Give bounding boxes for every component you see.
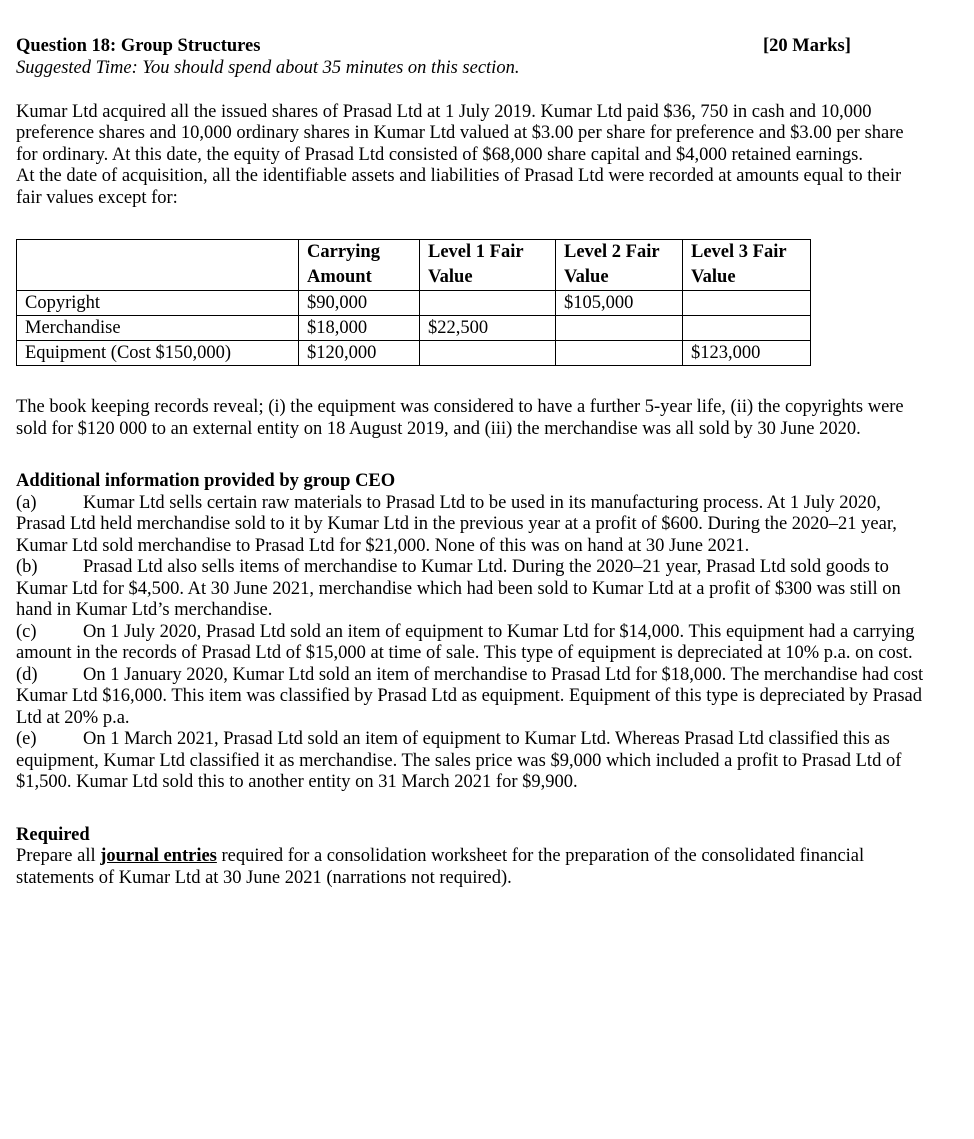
item-text: Kumar Ltd sells certain raw materials to Prasad Ltd to be used in its manufacturing process. At 1 July 2020, Prasad Ltd held merchandise sold to it by Kumar Ltd in the previous year at a profit of $600. During the 2020–21 year, Kumar Ltd sold merchandise to Prasad Ltd for $21,000. None of this was on hand at 30 June 2021. (16, 492, 897, 556)
table-cell: Copyright (17, 291, 299, 316)
required-text-end: required for a consolidation worksheet for the preparation of the consolidated financial statements of Kumar Ltd at 30 June 2021 (narrations not required). (16, 846, 865, 888)
intro-paragraph-fair-values: At the date of acquisition, all the identifiable assets and liabilities of Prasad Ltd were recorded at amounts equal to their fair values except for: (16, 166, 902, 208)
additional-item (16, 665, 926, 730)
table-cell (683, 291, 811, 316)
table-cell (556, 341, 683, 366)
table-header-cell: Carrying Amount (299, 240, 420, 291)
table-cell (420, 291, 556, 316)
suggested-time: Suggested Time: You should spend about 35 minutes on this section. (16, 58, 520, 78)
item-label: (c) (16, 621, 37, 642)
item-text: On 1 January 2020, Kumar Ltd sold an item of merchandise to Prasad Ltd for $18,000. The merchandise had cost Kumar Ltd $16,000. This item was classified by Prasad Ltd as equipment. Equipment of this type is depreciated by Prasad Ltd at 20% p.a. (16, 664, 924, 728)
fair-value-table (16, 239, 811, 366)
item-text: On 1 March 2021, Prasad Ltd sold an item of equipment to Kumar Ltd. Whereas Prasad Ltd classified this as equipment, Kumar Ltd classified it as merchandise. The sales price was $9,000 which included a profit to Prasad Ltd of $1,500. Kumar Ltd sold this to another entity on 31 March 2021 for $9,900. (16, 729, 902, 792)
item-label: (d) (16, 664, 38, 685)
table-cell: Equipment (Cost $150,000) (17, 341, 299, 366)
table-cell: $120,000 (299, 341, 420, 366)
table-row (17, 316, 811, 341)
table-header-cell: Level 2 Fair Value (556, 240, 683, 291)
question-document (16, 36, 926, 889)
table-header-cell (17, 240, 299, 291)
required-emphasis: journal entries (100, 846, 217, 866)
additional-item (16, 557, 926, 622)
table-header-cell: Level 1 Fair Value (420, 240, 556, 291)
table-row (17, 291, 811, 316)
required-heading: Required (16, 824, 90, 845)
table-header-row (17, 240, 811, 291)
additional-item (16, 729, 926, 794)
bookkeeping-paragraph: The book keeping records reveal; (i) the equipment was considered to have a further 5-year life, (ii) the copyrights were sold for $120 000 to an external entity on 18 August 2019, and (iii) the merchandise was all sold by 30 June 2020. (16, 397, 904, 439)
additional-info-heading: Additional information provided by group CEO (16, 471, 396, 491)
required-text-start: Prepare all (16, 846, 101, 866)
table-cell: $123,000 (683, 341, 811, 366)
intro-paragraph-acquisition: Kumar Ltd acquired all the issued shares of Prasad Ltd at 1 July 2019. Kumar Ltd paid $36, 750 in cash and 10,000 preference shares and 10,000 ordinary shares in Kumar Ltd valued at $3.00 per share for preference and $3.00 per share for ordinary. At this date, the equity of Prasad Ltd consisted of $68,000 share capital and $4,000 retained earnings. (16, 101, 904, 165)
table-cell (556, 316, 683, 341)
table-cell: $105,000 (556, 291, 683, 316)
item-text: Prasad Ltd also sells items of merchandise to Kumar Ltd. During the 2020–21 year, Prasad Ltd sold goods to Kumar Ltd for $4,500. At 30 June 2021, merchandise which had been sold to Kumar Ltd at a profit of $300 was still on hand in Kumar Ltd’s merchandise. (16, 557, 901, 620)
item-label: (b) (16, 557, 38, 577)
required-text (16, 846, 926, 889)
table-header-cell: Level 3 Fair Value (683, 240, 811, 291)
question-marks: [20 Marks] (763, 36, 851, 56)
table-cell: $18,000 (299, 316, 420, 341)
table-cell: $90,000 (299, 291, 420, 316)
table-cell (420, 341, 556, 366)
item-label: (a) (16, 492, 37, 513)
additional-item (16, 622, 926, 665)
table-cell (683, 316, 811, 341)
item-text: On 1 July 2020, Prasad Ltd sold an item of equipment to Kumar Ltd for $14,000. This equipment had a carrying amount in the records of Prasad Ltd of $15,000 at time of sale. This type of equipment is depreciated at 10% p.a. on cost. (16, 621, 915, 663)
table-row (17, 341, 811, 366)
question-header (16, 36, 926, 58)
additional-item (16, 493, 926, 558)
table-cell: Merchandise (17, 316, 299, 341)
item-label: (e) (16, 729, 37, 749)
question-title: Question 18: Group Structures (16, 36, 261, 56)
table-cell: $22,500 (420, 316, 556, 341)
